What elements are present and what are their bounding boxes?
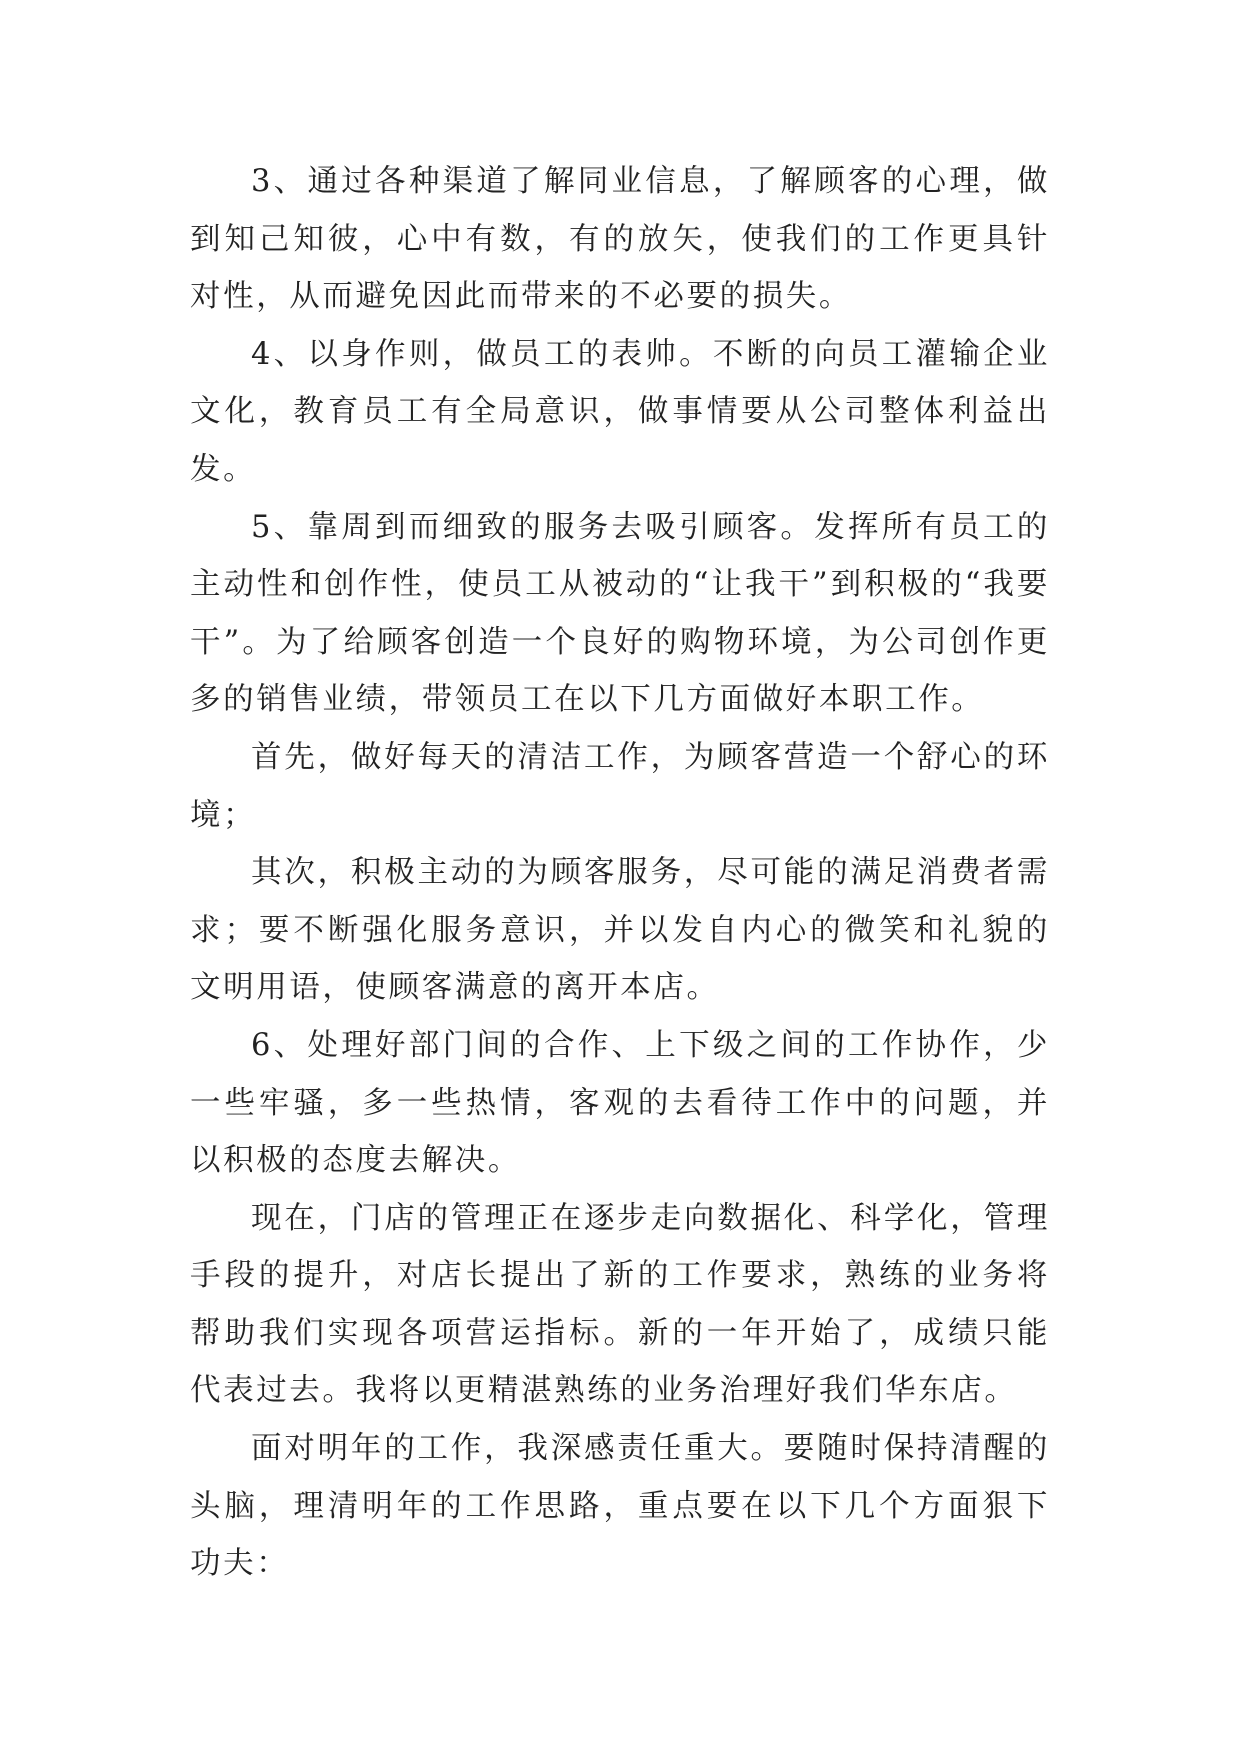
- paragraph-first: 首先，做好每天的清洁工作，为顾客营造一个舒心的环境；: [190, 739, 1050, 833]
- document-body: [190, 153, 1050, 1593]
- paragraph-item-5: 5、靠周到而细致的服务去吸引顾客。发挥所有员工的主动性和创作性，使员工从被动的“让我干”到积极的“我要干”。为了给顾客创造一个良好的购物环境，为公司创作更多的销售业绩，带领员工在以下几方面做好本职工作。: [190, 509, 1050, 718]
- paragraph-item-3: 3、通过各种渠道了解同业信息，了解顾客的心理，做到知己知彼，心中有数，有的放矢，使我们的工作更具针对性，从而避免因此而带来的不必要的损失。: [190, 164, 1050, 315]
- paragraph-current-status: 现在，门店的管理正在逐步走向数据化、科学化，管理手段的提升，对店长提出了新的工作要求，熟练的业务将帮助我们实现各项营运指标。新的一年开始了，成绩只能代表过去。我将以更精湛熟练的业务治理好我们华东店。: [190, 1200, 1050, 1409]
- paragraph-next-year: 面对明年的工作，我深感责任重大。要随时保持清醒的头脑，理清明年的工作思路，重点要在以下几个方面狠下功夫：: [190, 1431, 1050, 1582]
- paragraph-item-6: 6、处理好部门间的合作、上下级之间的工作协作，少一些牢骚，多一些热情，客观的去看待工作中的问题，并以积极的态度去解决。: [190, 1027, 1050, 1179]
- paragraph-item-4: 4、以身作则，做员工的表帅。不断的向员工灌输企业文化，教育员工有全局意识，做事情要从公司整体利益出发。: [190, 336, 1050, 487]
- paragraph-second: 其次，积极主动的为顾客服务，尽可能的满足消费者需求；要不断强化服务意识，并以发自内心的微笑和礼貌的文明用语，使顾客满意的离开本店。: [190, 855, 1050, 1006]
